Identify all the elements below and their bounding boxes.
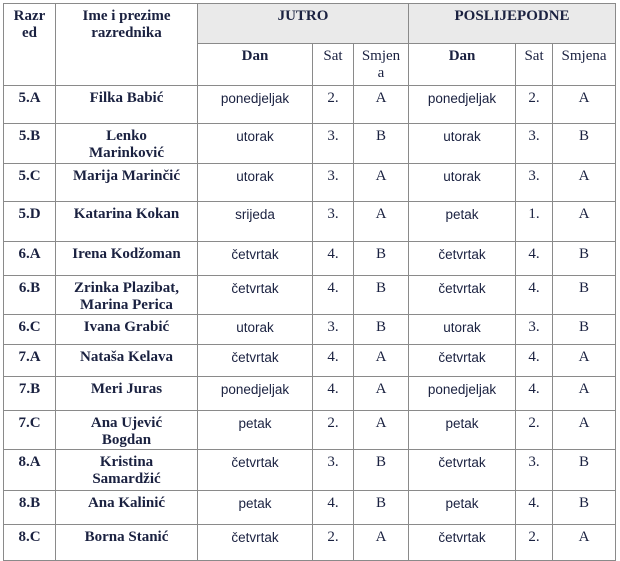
cell-jutro-dan: petak xyxy=(198,411,313,450)
cell-posl-sat: 4. xyxy=(516,242,553,276)
cell-posl-smjena: A xyxy=(553,525,616,561)
table-row xyxy=(4,124,616,164)
cell-razred: 7.B xyxy=(4,377,56,411)
cell-razred: 5.B xyxy=(4,124,56,164)
table-row xyxy=(4,377,616,411)
cell-posl-smjena: B xyxy=(553,242,616,276)
cell-jutro-dan: utorak xyxy=(198,315,313,345)
table-row xyxy=(4,411,616,450)
cell-posl-smjena: A xyxy=(553,202,616,242)
cell-posl-sat: 3. xyxy=(516,315,553,345)
cell-posl-smjena: A xyxy=(553,164,616,202)
cell-razred: 5.D xyxy=(4,202,56,242)
cell-jutro-sat: 2. xyxy=(313,525,354,561)
cell-razred: 6.B xyxy=(4,276,56,315)
cell-razrednik: Filka Babić xyxy=(56,86,198,124)
header-jutro-smjena: Smjen a xyxy=(354,44,409,86)
cell-jutro-dan: ponedjeljak xyxy=(198,86,313,124)
cell-posl-dan: četvrtak xyxy=(409,345,516,377)
cell-posl-sat: 1. xyxy=(516,202,553,242)
cell-posl-dan: ponedjeljak xyxy=(409,86,516,124)
cell-jutro-sat: 4. xyxy=(313,491,354,525)
cell-razred: 5.C xyxy=(4,164,56,202)
cell-jutro-dan: četvrtak xyxy=(198,345,313,377)
cell-razred: 8.C xyxy=(4,525,56,561)
cell-razred: 7.A xyxy=(4,345,56,377)
cell-razred: 6.A xyxy=(4,242,56,276)
cell-razrednik: Borna Stanić xyxy=(56,525,198,561)
cell-jutro-smjena: A xyxy=(354,411,409,450)
cell-jutro-smjena: A xyxy=(354,345,409,377)
cell-jutro-sat: 4. xyxy=(313,345,354,377)
schedule-table xyxy=(3,3,616,561)
cell-posl-dan: četvrtak xyxy=(409,525,516,561)
cell-razrednik: Irena Kodžoman xyxy=(56,242,198,276)
cell-posl-sat: 3. xyxy=(516,450,553,491)
table-row xyxy=(4,86,616,124)
cell-jutro-sat: 2. xyxy=(313,411,354,450)
table-row xyxy=(4,525,616,561)
cell-posl-sat: 3. xyxy=(516,164,553,202)
cell-posl-dan: petak xyxy=(409,202,516,242)
cell-posl-sat: 4. xyxy=(516,276,553,315)
cell-jutro-sat: 3. xyxy=(313,124,354,164)
cell-posl-dan: utorak xyxy=(409,124,516,164)
cell-razred: 7.C xyxy=(4,411,56,450)
cell-jutro-sat: 4. xyxy=(313,242,354,276)
cell-jutro-smjena: B xyxy=(354,450,409,491)
header-posl-smjena: Smjena xyxy=(553,44,616,86)
cell-jutro-sat: 4. xyxy=(313,377,354,411)
cell-posl-sat: 4. xyxy=(516,377,553,411)
cell-posl-smjena: A xyxy=(553,377,616,411)
cell-posl-smjena: B xyxy=(553,124,616,164)
table-row xyxy=(4,491,616,525)
cell-razred: 6.C xyxy=(4,315,56,345)
cell-jutro-dan: petak xyxy=(198,491,313,525)
cell-jutro-smjena: B xyxy=(354,242,409,276)
table-row xyxy=(4,315,616,345)
table-row xyxy=(4,242,616,276)
cell-jutro-sat: 3. xyxy=(313,450,354,491)
cell-posl-sat: 2. xyxy=(516,525,553,561)
cell-razrednik: Kristina Samardžić xyxy=(56,450,198,491)
cell-jutro-dan: utorak xyxy=(198,124,313,164)
cell-jutro-smjena: A xyxy=(354,164,409,202)
header-posl-sat: Sat xyxy=(516,44,553,86)
cell-posl-dan: utorak xyxy=(409,164,516,202)
cell-jutro-dan: srijeda xyxy=(198,202,313,242)
cell-posl-dan: četvrtak xyxy=(409,276,516,315)
cell-posl-sat: 4. xyxy=(516,491,553,525)
cell-posl-smjena: A xyxy=(553,411,616,450)
cell-razrednik: Ana Kalinić xyxy=(56,491,198,525)
cell-jutro-sat: 3. xyxy=(313,202,354,242)
cell-jutro-smjena: B xyxy=(354,124,409,164)
cell-razrednik: Ana Ujević Bogdan xyxy=(56,411,198,450)
table-row xyxy=(4,164,616,202)
cell-jutro-dan: četvrtak xyxy=(198,525,313,561)
cell-jutro-smjena: B xyxy=(354,315,409,345)
cell-jutro-smjena: A xyxy=(354,525,409,561)
cell-razrednik: Meri Juras xyxy=(56,377,198,411)
cell-jutro-sat: 4. xyxy=(313,276,354,315)
cell-jutro-dan: utorak xyxy=(198,164,313,202)
cell-jutro-sat: 2. xyxy=(313,86,354,124)
cell-razrednik: Lenko Marinković xyxy=(56,124,198,164)
cell-razred: 5.A xyxy=(4,86,56,124)
cell-razrednik: Zrinka Plazibat, Marina Perica xyxy=(56,276,198,315)
table-row xyxy=(4,345,616,377)
cell-posl-smjena: B xyxy=(553,315,616,345)
cell-razred: 8.B xyxy=(4,491,56,525)
table-row xyxy=(4,202,616,242)
cell-posl-dan: ponedjeljak xyxy=(409,377,516,411)
header-posl-dan: Dan xyxy=(409,44,516,86)
cell-posl-dan: petak xyxy=(409,491,516,525)
cell-razrednik: Katarina Kokan xyxy=(56,202,198,242)
cell-posl-sat: 3. xyxy=(516,124,553,164)
cell-posl-smjena: B xyxy=(553,491,616,525)
cell-posl-sat: 4. xyxy=(516,345,553,377)
cell-razrednik: Marija Marinčić xyxy=(56,164,198,202)
header-jutro-dan: Dan xyxy=(198,44,313,86)
header-razred: Razr ed xyxy=(4,4,56,86)
cell-jutro-smjena: B xyxy=(354,491,409,525)
table-row xyxy=(4,450,616,491)
cell-jutro-sat: 3. xyxy=(313,164,354,202)
cell-posl-dan: četvrtak xyxy=(409,450,516,491)
cell-jutro-smjena: A xyxy=(354,377,409,411)
cell-posl-smjena: B xyxy=(553,276,616,315)
header-jutro: JUTRO xyxy=(198,4,409,44)
cell-jutro-dan: četvrtak xyxy=(198,242,313,276)
cell-razrednik: Ivana Grabić xyxy=(56,315,198,345)
cell-jutro-dan: četvrtak xyxy=(198,450,313,491)
cell-jutro-dan: ponedjeljak xyxy=(198,377,313,411)
cell-razred: 8.A xyxy=(4,450,56,491)
cell-posl-dan: utorak xyxy=(409,315,516,345)
header-poslijepodne: POSLIJEPODNE xyxy=(409,4,616,44)
cell-posl-smjena: B xyxy=(553,450,616,491)
header-razrednik: Ime i prezime razrednika xyxy=(56,4,198,86)
cell-posl-sat: 2. xyxy=(516,86,553,124)
cell-jutro-smjena: A xyxy=(354,86,409,124)
cell-posl-dan: petak xyxy=(409,411,516,450)
cell-razrednik: Nataša Kelava xyxy=(56,345,198,377)
cell-jutro-dan: četvrtak xyxy=(198,276,313,315)
cell-posl-dan: četvrtak xyxy=(409,242,516,276)
cell-jutro-smjena: B xyxy=(354,276,409,315)
cell-jutro-smjena: A xyxy=(354,202,409,242)
header-jutro-sat: Sat xyxy=(313,44,354,86)
table-row xyxy=(4,276,616,315)
cell-posl-smjena: A xyxy=(553,86,616,124)
cell-posl-sat: 2. xyxy=(516,411,553,450)
cell-jutro-sat: 3. xyxy=(313,315,354,345)
cell-posl-smjena: A xyxy=(553,345,616,377)
